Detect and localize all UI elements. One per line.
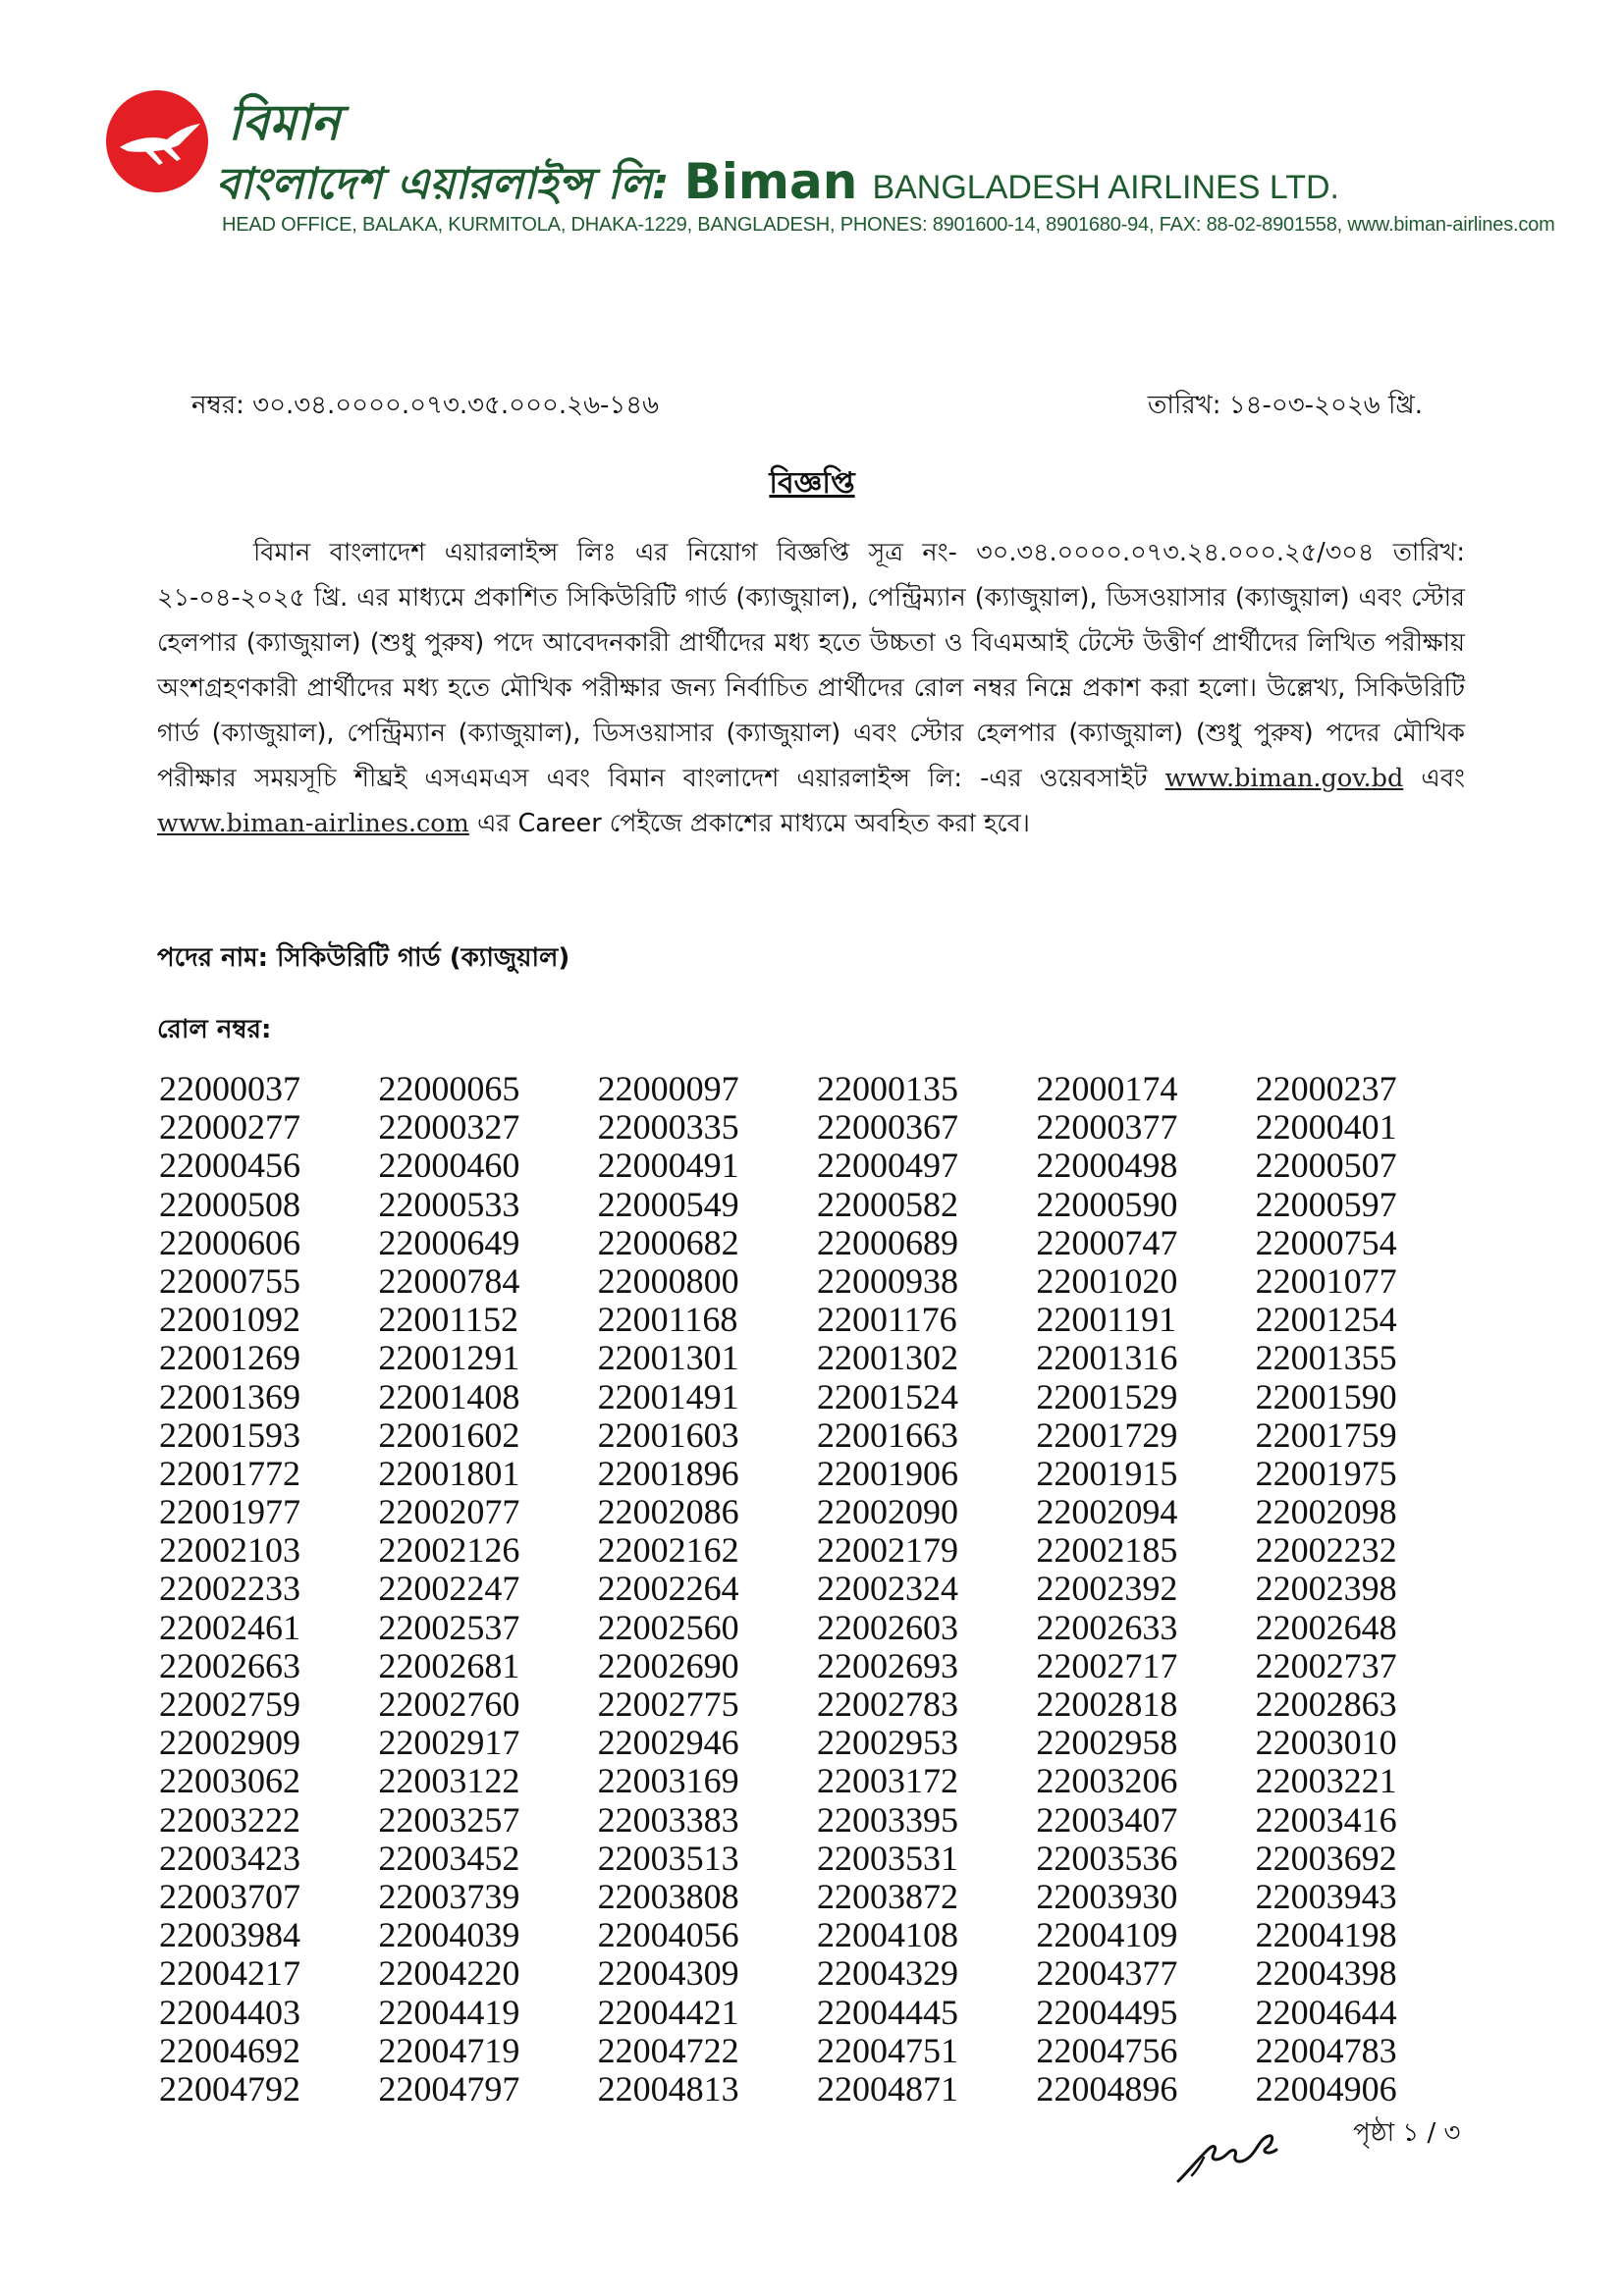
roll-number-item: 22002648 — [1255, 1607, 1397, 1647]
roll-number-item: 22002247 — [378, 1569, 520, 1609]
notice-body-text: বিমান বাংলাদেশ এয়ারলাইন্স লিঃ এর নিয়োগ বিজ্ঞপ্তি সূত্র নং- ৩০.৩৪.০০০০.০৭৩.২৪.০০০.২৫/৩০৪ তারিখ: ২১-০৪-২০২৫ খ্রি. এর মাধ্যমে প্রকাশিত সিকিউরিটি গার্ড (ক্যাজুয়াল), পেন্ট্রিম্যান (ক্যাজুয়াল), ডিসওয়াসার (ক্যাজুয়াল) এবং স্টোর হেলপার (ক্যাজুয়াল) (শুধু পুরুষ) পদে আবেদনকারী প্রার্থীদের মধ্য হতে উচ্চতা ও বিএমআই টেস্টে উত্তীর্ণ প্রার্থীদের লিখিত পরীক্ষায় অংশগ্রহণকারী প্রার্থীদের মধ্য হতে মৌখিক পরীক্ষার জন্য নির্বাচিত প্রার্থীদের রোল নম্বর নিম্নে প্রকাশ করা হলো। উল্লেখ্য, সিকিউরিটি গার্ড (ক্যাজুয়াল), পেন্ট্রিম্যান (ক্যাজুয়াল), ডিসওয়াসার (ক্যাজুয়াল) এবং স্টোর হেলপার (ক্যাজুয়াল) (শুধু পুরুষ) পদের মৌখিক পরীক্ষার সময়সূচি শীঘ্রই এসএমএস এবং বিমান বাংলাদেশ এয়ারলাইন্স লি: -এর ওয়েবসাইট — [157, 538, 1465, 793]
roll-number-item: 22002094 — [1036, 1492, 1178, 1532]
roll-number-item: 22002690 — [597, 1645, 739, 1685]
roll-number-item: 22004495 — [1036, 1992, 1178, 2032]
roll-number-item: 22000682 — [597, 1222, 739, 1262]
roll-number-item: 22000533 — [378, 1184, 520, 1224]
roll-number-item: 22003383 — [597, 1799, 739, 1840]
roll-number-item: 22000277 — [159, 1107, 300, 1148]
roll-number-list — [159, 1070, 1475, 2109]
brand-name-bengali-short: বিমান — [228, 94, 341, 151]
roll-number-item: 22003206 — [1036, 1761, 1178, 1801]
brand-name-english: Biman — [683, 153, 858, 210]
roll-number-item: 22003010 — [1255, 1723, 1397, 1763]
roll-number-item: 22001077 — [1255, 1260, 1397, 1301]
roll-number-item: 22002461 — [159, 1607, 300, 1647]
roll-number-item: 22004792 — [159, 2068, 300, 2109]
roll-number-item: 22001529 — [1036, 1376, 1178, 1416]
roll-number-item: 22000237 — [1255, 1069, 1397, 1108]
roll-number-item: 22003536 — [1036, 1838, 1178, 1878]
roll-number-item: 22002783 — [816, 1684, 958, 1724]
roll-number-item: 22004198 — [1255, 1915, 1397, 1955]
roll-number-item: 22004398 — [1255, 1953, 1397, 1994]
roll-number-item: 22001975 — [1255, 1453, 1397, 1493]
roll-number-item: 22002775 — [597, 1684, 739, 1724]
roll-number-item: 22002917 — [378, 1723, 520, 1763]
reference-number: নম্বর: ৩০.৩৪.০০০০.০৭৩.৩৫.০০০.২৬-১৪৬ — [191, 391, 660, 420]
brand-name-english-full: BANGLADESH AIRLINES LTD. — [872, 169, 1339, 206]
roll-number-item: 22000606 — [159, 1222, 300, 1262]
roll-number-item: 22003452 — [378, 1838, 520, 1878]
roll-number-item: 22003122 — [378, 1761, 520, 1801]
roll-number-item: 22004751 — [816, 2030, 958, 2070]
roll-number-item: 22001729 — [1036, 1415, 1178, 1455]
roll-number-item: 22000507 — [1255, 1146, 1397, 1186]
roll-number-item: 22000335 — [597, 1107, 739, 1148]
roll-number-item: 22002717 — [1036, 1645, 1178, 1685]
roll-number-item: 22004871 — [816, 2068, 958, 2109]
roll-number-item: 22004039 — [378, 1915, 520, 1955]
roll-number-item: 22004906 — [1255, 2068, 1397, 2109]
brand-name-bengali: বাংলাদেশ এয়ারলাইন্স লি: — [216, 159, 670, 209]
roll-number-item: 22001269 — [159, 1338, 300, 1378]
roll-number-label: রোল নম্বর: — [157, 1015, 272, 1044]
roll-number-item: 22004109 — [1036, 1915, 1178, 1955]
roll-number-item: 22000747 — [1036, 1222, 1178, 1262]
roll-number-item: 22002103 — [159, 1530, 300, 1571]
roll-number-item: 22004403 — [159, 1992, 300, 2032]
roll-number-item: 22002126 — [378, 1530, 520, 1571]
roll-number-item: 22004813 — [597, 2068, 739, 2109]
roll-number-item: 22000582 — [816, 1184, 958, 1224]
roll-number-item: 22003169 — [597, 1761, 739, 1801]
roll-number-item: 22001316 — [1036, 1338, 1178, 1378]
roll-number-item: 22004220 — [378, 1953, 520, 1994]
roll-number-item: 22000549 — [597, 1184, 739, 1224]
roll-number-item: 22002077 — [378, 1492, 520, 1532]
roll-number-item: 22003407 — [1036, 1799, 1178, 1840]
roll-number-item: 22002392 — [1036, 1569, 1178, 1609]
roll-number-item: 22000590 — [1036, 1184, 1178, 1224]
roll-number-item: 22002098 — [1255, 1492, 1397, 1532]
roll-number-item: 22001168 — [597, 1300, 738, 1340]
roll-number-item: 22001915 — [1036, 1453, 1178, 1493]
roll-number-item: 22001152 — [378, 1300, 518, 1340]
roll-number-item: 22002958 — [1036, 1723, 1178, 1763]
roll-number-item: 22002909 — [159, 1723, 300, 1763]
roll-number-item: 22001524 — [816, 1376, 958, 1416]
roll-number-item: 22004756 — [1036, 2030, 1178, 2070]
roll-number-item: 22000755 — [159, 1260, 300, 1301]
roll-number-item: 22002681 — [378, 1645, 520, 1685]
roll-number-item: 22003395 — [816, 1799, 958, 1840]
roll-number-item: 22001491 — [597, 1376, 739, 1416]
roll-number-item: 22003692 — [1255, 1838, 1397, 1878]
roll-number-item: 22001602 — [378, 1415, 520, 1455]
roll-number-item: 22001906 — [816, 1453, 958, 1493]
roll-number-item: 22000065 — [378, 1069, 520, 1108]
roll-number-item: 22001801 — [378, 1453, 520, 1493]
roll-number-item: 22004783 — [1255, 2030, 1397, 2070]
roll-number-item: 22000800 — [597, 1260, 739, 1301]
roll-number-item: 22000174 — [1036, 1069, 1178, 1108]
roll-number-item: 22000456 — [159, 1146, 300, 1186]
roll-number-item: 22002737 — [1255, 1645, 1397, 1685]
roll-number-item: 22002264 — [597, 1569, 739, 1609]
roll-number-item: 22004719 — [378, 2030, 520, 2070]
roll-number-item: 22000597 — [1255, 1184, 1397, 1224]
roll-number-item: 22003222 — [159, 1799, 300, 1840]
roll-number-item: 22002760 — [378, 1684, 520, 1724]
roll-number-item: 22004217 — [159, 1953, 300, 1994]
reference-date: তারিখ: ১৪-০৩-২০২৬ খ্রি. — [1147, 391, 1423, 420]
roll-number-item: 22002759 — [159, 1684, 300, 1724]
roll-number-item: 22001772 — [159, 1453, 300, 1493]
notice-title: বিজ্ঞপ্তি — [769, 466, 855, 501]
roll-number-item: 22002179 — [816, 1530, 958, 1571]
roll-number-item: 22000377 — [1036, 1107, 1178, 1148]
notice-body — [157, 530, 1465, 846]
roll-number-item: 22000135 — [816, 1069, 958, 1108]
roll-number-item: 22001291 — [378, 1338, 520, 1378]
roll-number-item: 22004445 — [816, 1992, 958, 2032]
roll-number-item: 22002633 — [1036, 1607, 1178, 1647]
link-biman-gov[interactable]: www.biman.gov.bd — [1164, 764, 1404, 793]
roll-number-item: 22003531 — [816, 1838, 958, 1878]
roll-number-item: 22002863 — [1255, 1684, 1397, 1724]
roll-number-item: 22000367 — [816, 1107, 958, 1148]
roll-number-item: 22003423 — [159, 1838, 300, 1878]
roll-number-item: 22001759 — [1255, 1415, 1397, 1455]
roll-number-item: 22004421 — [597, 1992, 739, 2032]
roll-number-item: 22003808 — [597, 1876, 739, 1916]
roll-number-item: 22002090 — [816, 1492, 958, 1532]
roll-number-item: 22004644 — [1255, 1992, 1397, 2032]
roll-number-item: 22001369 — [159, 1376, 300, 1416]
roll-number-item: 22003172 — [816, 1761, 958, 1801]
roll-number-item: 22000649 — [378, 1222, 520, 1262]
roll-number-item: 22000401 — [1255, 1107, 1397, 1148]
roll-number-item: 22001408 — [378, 1376, 520, 1416]
roll-number-item: 22000460 — [378, 1146, 520, 1186]
roll-number-item: 22003707 — [159, 1876, 300, 1916]
roll-number-item: 22000784 — [378, 1260, 520, 1301]
roll-number-item: 22002560 — [597, 1607, 739, 1647]
roll-number-item: 22004108 — [816, 1915, 958, 1955]
roll-number-item: 22000498 — [1036, 1146, 1178, 1186]
roll-number-item: 22001254 — [1255, 1300, 1397, 1340]
roll-number-item: 22001092 — [159, 1300, 300, 1340]
handwritten-signature-icon — [1174, 2110, 1322, 2189]
roll-number-item: 22000938 — [816, 1260, 958, 1301]
roll-number-item: 22000754 — [1255, 1222, 1397, 1262]
biman-logo-icon — [106, 90, 208, 192]
roll-number-item: 22001302 — [816, 1338, 958, 1378]
roll-number-item: 22001663 — [816, 1415, 958, 1455]
notice-connector: এবং — [1421, 764, 1465, 793]
roll-number-item: 22002324 — [816, 1569, 958, 1609]
roll-number-item: 22003062 — [159, 1761, 300, 1801]
roll-number-item: 22000508 — [159, 1184, 300, 1224]
roll-number-item: 22003257 — [378, 1799, 520, 1840]
roll-number-item: 22001301 — [597, 1338, 739, 1378]
roll-number-item: 22000327 — [378, 1107, 520, 1148]
link-biman-airlines[interactable]: www.biman-airlines.com — [157, 809, 469, 838]
roll-number-item: 22002537 — [378, 1607, 520, 1647]
roll-number-item: 22001020 — [1036, 1260, 1178, 1301]
roll-number-item: 22004377 — [1036, 1953, 1178, 1994]
roll-number-item: 22001590 — [1255, 1376, 1397, 1416]
roll-number-item: 22003739 — [378, 1876, 520, 1916]
roll-number-item: 22004722 — [597, 2030, 739, 2070]
roll-number-item: 22002953 — [816, 1723, 958, 1763]
roll-number-item: 22002233 — [159, 1569, 300, 1609]
page-number: পৃষ্ঠা ১ / ৩ — [1353, 2118, 1461, 2148]
roll-number-item: 22000491 — [597, 1146, 739, 1186]
roll-number-item: 22002086 — [597, 1492, 739, 1532]
roll-number-item: 22002162 — [597, 1530, 739, 1571]
brand-title-row — [216, 153, 1339, 210]
notice-body-text-end: এর Career পেইজে প্রকাশের মাধ্যমে অবহিত করা হবে। — [476, 809, 1030, 838]
roll-number-item: 22003943 — [1255, 1876, 1397, 1916]
roll-number-item: 22004419 — [378, 1992, 520, 2032]
roll-number-item: 22000689 — [816, 1222, 958, 1262]
roll-number-item: 22004896 — [1036, 2068, 1178, 2109]
roll-number-item: 22000037 — [159, 1069, 300, 1108]
roll-number-item: 22002398 — [1255, 1569, 1397, 1609]
roll-number-item: 22004692 — [159, 2030, 300, 2070]
roll-number-item: 22001896 — [597, 1453, 739, 1493]
roll-number-item: 22002185 — [1036, 1530, 1178, 1571]
roll-number-item: 22003513 — [597, 1838, 739, 1878]
roll-number-item: 22001176 — [816, 1300, 957, 1340]
roll-number-item: 22002946 — [597, 1723, 739, 1763]
post-name: পদের নাম: সিকিউরিটি গার্ড (ক্যাজুয়াল) — [157, 943, 570, 973]
roll-number-item: 22003221 — [1255, 1761, 1397, 1801]
roll-number-item: 22002603 — [816, 1607, 958, 1647]
roll-number-item: 22001593 — [159, 1415, 300, 1455]
roll-number-item: 22003930 — [1036, 1876, 1178, 1916]
roll-number-item: 22001977 — [159, 1492, 300, 1532]
roll-number-item: 22001603 — [597, 1415, 739, 1455]
letterhead-address: HEAD OFFICE, BALAKA, KURMITOLA, DHAKA-1229, BANGLADESH, PHONES: 8901600-14, 8901680-94, FAX: 88-02-8901558, www.biman-airlines.com — [222, 214, 1555, 236]
roll-number-item: 22002663 — [159, 1645, 300, 1685]
roll-number-item: 22002232 — [1255, 1530, 1397, 1571]
roll-number-item: 22001191 — [1036, 1300, 1176, 1340]
roll-number-item: 22001355 — [1255, 1338, 1397, 1378]
roll-number-item: 22003872 — [816, 1876, 958, 1916]
roll-number-item: 22004056 — [597, 1915, 739, 1955]
roll-number-item: 22004309 — [597, 1953, 739, 1994]
roll-number-item: 22002693 — [816, 1645, 958, 1685]
roll-number-item: 22002818 — [1036, 1684, 1178, 1724]
roll-number-item: 22004797 — [378, 2068, 520, 2109]
roll-number-item: 22004329 — [816, 1953, 958, 1994]
roll-number-item: 22000097 — [597, 1069, 739, 1108]
roll-number-item: 22003984 — [159, 1915, 300, 1955]
roll-number-item: 22000497 — [816, 1146, 958, 1186]
roll-number-item: 22003416 — [1255, 1799, 1397, 1840]
